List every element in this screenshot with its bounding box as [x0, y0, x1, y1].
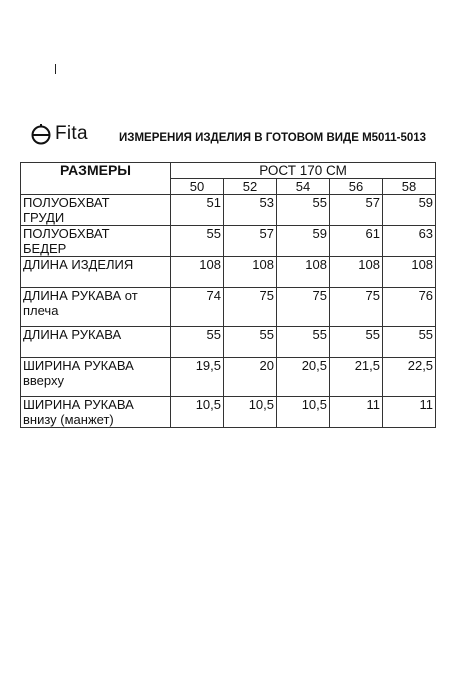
size-column-header: 50	[171, 179, 224, 195]
height-header: РОСТ 170 СМ	[171, 163, 436, 179]
size-column-header: 56	[330, 179, 383, 195]
table-row	[21, 327, 436, 358]
fita-logo-icon	[30, 123, 52, 145]
measurement-value: 20	[224, 358, 277, 397]
measurement-value: 59	[277, 226, 330, 257]
document-header	[30, 122, 440, 146]
brand-name: Fita	[55, 123, 88, 144]
measurement-value: 74	[171, 288, 224, 327]
measurement-value: 21,5	[330, 358, 383, 397]
size-column-header: 58	[383, 179, 436, 195]
table-row	[21, 195, 436, 226]
measurement-value: 57	[224, 226, 277, 257]
measurement-value: 57	[330, 195, 383, 226]
measurement-value: 55	[383, 327, 436, 358]
measurement-value: 75	[224, 288, 277, 327]
measurement-value: 10,5	[171, 397, 224, 428]
measurement-value: 108	[330, 257, 383, 288]
measurement-value: 108	[383, 257, 436, 288]
measurement-value: 55	[171, 327, 224, 358]
measurement-value: 55	[277, 327, 330, 358]
measurement-label: ДЛИНА ИЗДЕЛИЯ	[21, 257, 171, 288]
measurement-value: 19,5	[171, 358, 224, 397]
measurement-value: 55	[277, 195, 330, 226]
measurement-value: 11	[330, 397, 383, 428]
text-cursor-mark	[55, 64, 56, 74]
size-column-header: 54	[277, 179, 330, 195]
measurement-value: 11	[383, 397, 436, 428]
table-row	[21, 358, 436, 397]
measurement-value: 75	[277, 288, 330, 327]
measurement-value: 55	[171, 226, 224, 257]
measurement-value: 22,5	[383, 358, 436, 397]
size-measurement-table	[20, 162, 436, 428]
measurement-value: 75	[330, 288, 383, 327]
measurement-value: 10,5	[277, 397, 330, 428]
table-body	[21, 195, 436, 428]
measurement-label: ПОЛУОБХВАТ БЕДЕР	[21, 226, 171, 257]
measurement-value: 55	[224, 327, 277, 358]
measurement-value: 53	[224, 195, 277, 226]
measurement-value: 10,5	[224, 397, 277, 428]
brand-logo	[30, 122, 88, 146]
table-row	[21, 397, 436, 428]
measurement-label: ШИРИНА РУКАВА внизу (манжет)	[21, 397, 171, 428]
measurement-label: ШИРИНА РУКАВА вверху	[21, 358, 171, 397]
size-column-header: 52	[224, 179, 277, 195]
table-row	[21, 288, 436, 327]
measurement-value: 108	[171, 257, 224, 288]
table-row	[21, 226, 436, 257]
measurement-label: ДЛИНА РУКАВА от плеча	[21, 288, 171, 327]
sizes-header: РАЗМЕРЫ	[21, 163, 171, 195]
measurement-value: 55	[330, 327, 383, 358]
measurement-label: ПОЛУОБХВАТ ГРУДИ	[21, 195, 171, 226]
measurement-value: 108	[277, 257, 330, 288]
measurement-value: 59	[383, 195, 436, 226]
measurement-label: ДЛИНА РУКАВА	[21, 327, 171, 358]
measurement-value: 61	[330, 226, 383, 257]
document-title: ИЗМЕРЕНИЯ ИЗДЕЛИЯ В ГОТОВОМ ВИДЕ М5011-5013	[119, 132, 427, 144]
measurement-value: 76	[383, 288, 436, 327]
measurement-value: 63	[383, 226, 436, 257]
measurement-value: 108	[224, 257, 277, 288]
measurement-value: 51	[171, 195, 224, 226]
table-row	[21, 257, 436, 288]
measurement-value: 20,5	[277, 358, 330, 397]
